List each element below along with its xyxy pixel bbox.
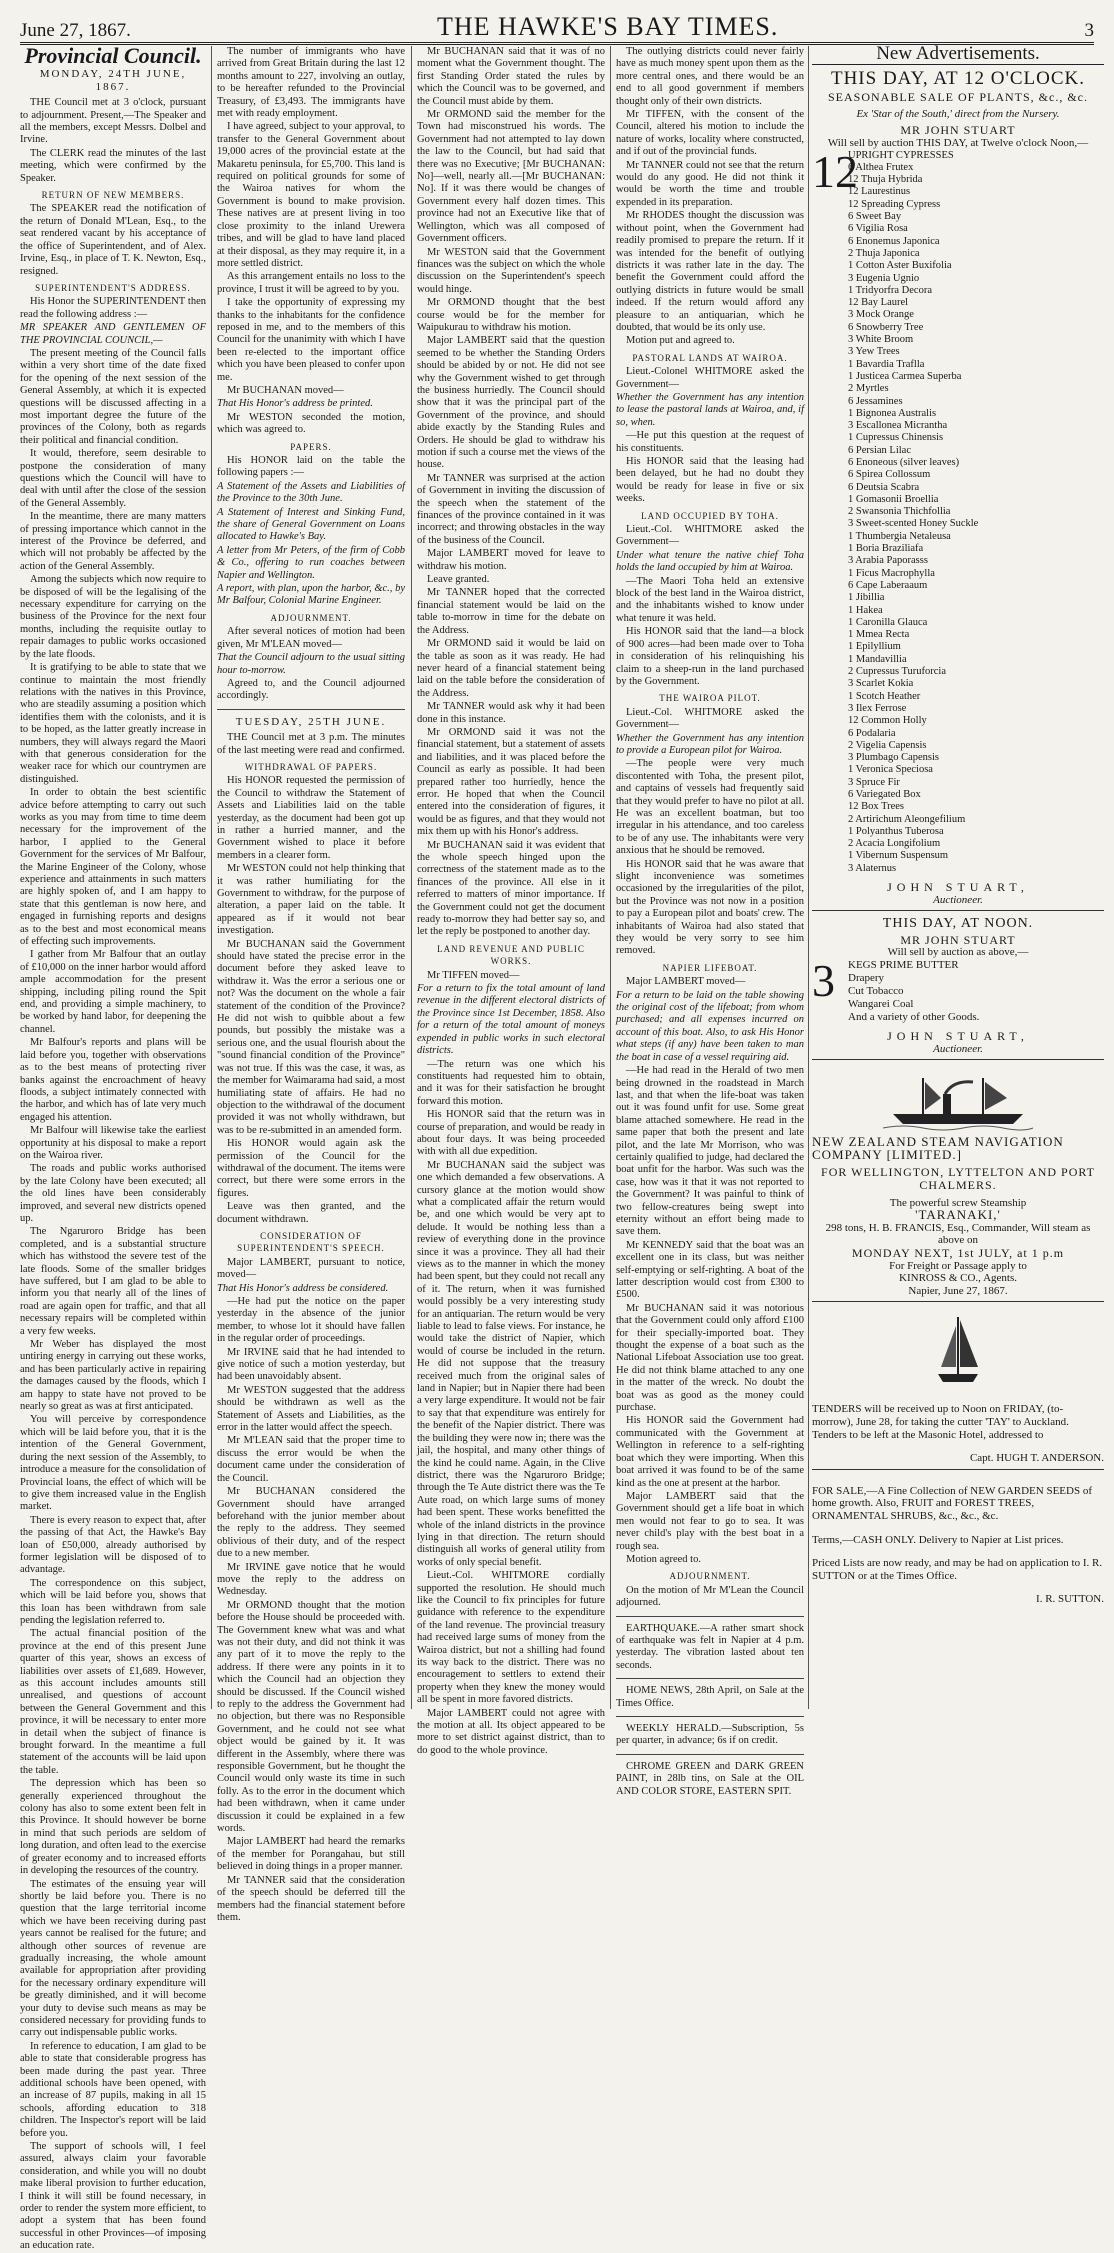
lot-number: 12: [812, 145, 858, 197]
goods-items: [848, 959, 1104, 1024]
paper-item: A Statement of Interest and Sinking Fund, the share of General Government on Loans allocated to Hawke's Bay.: [217, 506, 405, 543]
plant-item: 2 Artirichum Aleongefilium: [848, 813, 966, 825]
plant-item: 3 Scarlet Kokia: [848, 678, 914, 690]
papers-list: [217, 481, 405, 608]
paragraph: Mr BUCHANAN said the subject was one which demanded a few observations. A cursory glance at the motion would show what a complicated affair the return would be, and one which would be very apt to delude. It would be nothing less than a review of everything done in the province since it was a province. They all had their views as to the manner in which the money had been spent, but they could not recall any of it. The return, when it was furnished would possibly be a very interesting study for an antiquarian. The return would be very liable to lead to false views. For instance, he would take the district of Napier, which would of course be included in the return. He did not suppose that the treasury received much from the original sales of land in Napier; but in Napier there had been a very large expenditure. It would not be fair to say that that expenditure was entirely for the benefit of the Napier district. There was the building they were now in; there was the jail, the hospital, and many other things of the kind he could name. Again, in the Clive district, there was the Ngaruroro Bridge; through the Te Aute district there was the Te Aute road, on which large sums of money had been spent. These works benefitted the whole of the inland districts in the province lying in that direction. The return should distinguish all works of general utility from works of only special benefit.: [417, 1159, 605, 1568]
column-rule: [211, 46, 212, 1709]
plant-item: 1 Tridyorfra Decora: [848, 284, 932, 296]
paragraph: Leave was then granted, and the document withdrawn.: [217, 1201, 405, 1225]
plant-item: 3 Alaternus: [848, 862, 897, 874]
subheading: PAPERS.: [290, 441, 332, 452]
plant-item: 12 Bay Laurel: [848, 297, 909, 309]
paragraph: THE Council met at 3 p.m. The minutes of the last meeting were read and confirmed.: [217, 732, 405, 756]
paragraph: Lieut.-Col. WHITMORE asked the Government—: [616, 524, 804, 548]
plant-item: 6 Enoneous (silver leaves): [848, 456, 960, 468]
motion-text: For a return to fix the total amount of land revenue in the different electoral districts of the Province since 1st December, 1858. Also for a return of the total amount of moneys expended in public works in such electoral districts.: [417, 983, 605, 1057]
ad-intro: Will sell by auction as above,—: [887, 946, 1029, 959]
paragraph: The number of immigrants who have arrived from Great Britain during the last 12 months amount to 227, involving an outlay, to be hereafter refunded to the Provincial Treasury, of £3,493. The immigrants have met with ready employment.: [217, 46, 405, 120]
paragraph: Mr BUCHANAN considered the Government should have arranged beforehand with the junior member about the reply to the address. They seemed oblivious of their duty, and of the respect due to a new member.: [217, 1486, 405, 1560]
plant-item: 1 Caronilla Glauca: [848, 616, 928, 628]
goods-item: KEGS PRIME BUTTER: [848, 959, 959, 972]
paragraph: Mr BUCHANAN said it was notorious that the Government could only afford £100 for their specially-imported boat. They thought the expense of a boat such as the National Lifeboat Association use too great. He did not think blame attached to any one in the matter of the wreck. No doubt the boat was as good as the money could purchase.: [616, 1302, 804, 1414]
plant-item: 3 Sweet-scented Honey Suckle: [848, 518, 979, 530]
auctioneer-name: JOHN STUART,: [887, 880, 1029, 895]
plant-item: 1 Veronica Speciosa: [848, 764, 933, 776]
lot-number: 3: [812, 955, 835, 1007]
ad-desc: The powerful screw Steamship: [889, 1196, 1027, 1209]
address-body: [20, 348, 206, 2253]
paragraph: His HONOR requested the permission of the Council to withdraw the Statement of Assets and Liabilities laid on the table yesterday, as the document had been got up in rather a hurried manner, and the Government wished to place it before members in a clearer form.: [217, 775, 405, 861]
paragraph: —The people were very much discontented with Toha, the present pilot, and captains of vessels had frequently said that they would prefer to have no pilot at all. He was an excellent boatman, but too irregular in his attendance, and too careless to be of any use. The inhabitants were very anxious that he should be removed.: [616, 758, 804, 857]
plant-item: 1 Bignonea Australis: [848, 407, 937, 419]
paragraph: In order to obtain the best scientific advice before attempting to carry out such works as you may from time to time deem necessary for the improvement of the harbor, I applied to the General Government for the services of Mr Balfour, the Marine Engineer of the Colony, whose experience and attainments in such matters are highly spoken of, and I am happy to state that this gentleman is now here, and engaged in furnishing reports and designs as to the best and most economical means of effecting such improvements.: [20, 787, 206, 948]
ad-when: THIS DAY, AT 12 O'CLOCK.: [830, 67, 1086, 89]
paragraph: Mr ORMOND said it would be laid on the table as soon as it was ready. He had never heard of a financial statement being laid on the table before the consideration of the Address.: [417, 638, 605, 699]
paragraph: His HONOR said that he was aware that slight inconvenience was sometimes occasioned by the irregularities of the pilot, but the Province was not now in a position to pay a European pilot and boats' crew. The inhabitants of Wairoa had also stated that they would be very sorry to see him removed.: [616, 858, 804, 957]
paragraph: After several notices of motion had been given, Mr M'LEAN moved—: [217, 626, 405, 650]
paragraph: The outlying districts could never fairly have as much money spent upon them as the more central ones, and there would be an end to all good government if members thought only of their own districts.: [616, 46, 804, 107]
column-2: [217, 46, 405, 1923]
plant-item: 1 Polyanthus Tuberosa: [848, 825, 944, 837]
paragraph: The present meeting of the Council falls within a very short time of the date fixed for the opening of the next session of the General Assembly, at which it is expected questions will be discussed affecting in a most important degree the future of the provinces of the Colony, both as regards their political and financial condition.: [20, 347, 206, 446]
ad-title: SEASONABLE SALE OF PLANTS, &c., &c.: [827, 90, 1088, 105]
plant-item: 1 Boria Braziliafa: [848, 543, 924, 555]
motion-text: Under what tenure the native chief Toha holds the land occupied by him at Wairoa.: [616, 549, 804, 574]
plant-item: 1 Bavardia Traflla: [848, 358, 925, 370]
divider: [616, 1754, 804, 1755]
subheading: THE WAIROA PILOT.: [659, 693, 761, 704]
plant-item: 3 White Broom: [848, 334, 914, 346]
column-rule: [808, 46, 809, 1709]
debate-body: [417, 46, 605, 939]
subheading: WITHDRAWAL OF PAPERS.: [244, 761, 378, 772]
address-continued: [217, 46, 405, 384]
plant-item: 1 Mmea Recta: [848, 629, 910, 641]
paragraph: THE Council met at 3 o'clock, pursuant to adjournment. Present,—The Speaker and all the members, except Messrs. Dolbel and Irvine.: [20, 97, 206, 146]
paragraph: Mr BUCHANAN said that it was of no moment what the Government thought. The first Standing Order stated the rules by which the Council was to be governed, and the Council must abide by them.: [417, 46, 605, 107]
notice: CHROME GREEN and DARK GREEN PAINT, in 28lb tins, on Sale at the OIL AND COLOR STORE, EASTERN SPIT.: [616, 1760, 804, 1797]
ship-name: 'TARANAKI,': [915, 1207, 1001, 1223]
plant-item: 1 Thumbergia Netaleusa: [848, 530, 951, 542]
debate-body: [217, 1296, 405, 1924]
paragraph: Lieut.-Col. WHITMORE cordially supported the resolution. He should much like the Council to fix principles for future guidance with reference to the expenditure of the land revenue. The provincial treasury had received large sums of money from the Wairoa district, but not a shilling had found its way back to the district. There was no encouragement to settlers to extend their property when they knew the money would all be spent in more favored districts.: [417, 1570, 605, 1706]
paper-item: A letter from Mr Peters, of the firm of Cobb & Co., offering to run coaches between Napier and Wellington.: [217, 544, 405, 581]
paragraph: Mr BUCHANAN moved—: [227, 384, 344, 396]
paragraph: Mr RHODES thought the discussion was without point, when the Government had readily promised to prepare the return. If it was intended for the benefit of outlying districts it was rather late in the day. The benefit the Government could afford the outlying districts in future would be small indeed. If the return would afford any pleasure to an antiquarian, which he doubted, that would be its only use.: [616, 210, 804, 333]
sail-date: MONDAY NEXT, 1st JULY, at 1 p.m: [851, 1245, 1065, 1260]
ship-detail: 298 tons, H. B. FRANCIS, Esq., Commander, Will steam as above on: [825, 1221, 1091, 1247]
column-rule: [610, 46, 611, 1709]
paragraph: Agreed to, and the Council adjourned accordingly.: [217, 677, 405, 702]
forsale-text: FOR SALE,—A Fine Collection of NEW GARDEN SEEDS of home growth. Also, FRUIT and FOREST TREES, ORNAMENTAL SHRUBS, &c., &c., &c.: [812, 1484, 1092, 1522]
paragraph: The depression which has been so generally experienced throughout the colony has also to some extent been felt in this Province. It should however be borne in mind that such periods are seldom of long duration, and often lead to the exercise of greater economy and to increased efforts in developing the resources of the country.: [20, 1778, 206, 1877]
plant-item: 3 Spruce Fir: [848, 776, 900, 788]
plant-item: 6 Sweet Bay: [848, 211, 902, 223]
goods-item: Drapery: [848, 972, 885, 985]
tender-to: Capt. HUGH T. ANDERSON.: [969, 1452, 1104, 1465]
plant-item: 1 Vibernum Suspensum: [848, 850, 949, 862]
paragraph: Mr KENNEDY said that the boat was an excellent one in its class, but was neither self-emptying or self-righting. A boat of the latter description would cost from £300 to £500.: [616, 1239, 804, 1301]
paragraph: Motion put and agreed to.: [626, 335, 735, 347]
plant-item: 6 Deutsia Scabra: [848, 481, 920, 493]
paragraph: The CLERK read the minutes of the last meeting, which were confirmed by the Speaker.: [20, 147, 206, 184]
paragraph: On the motion of Mr M'Lean the Council adjourned.: [616, 1584, 804, 1609]
paragraph: Mr M'LEAN said that the proper time to discuss the error would be when the document came under the consideration of the Council.: [217, 1435, 405, 1484]
plant-item: 1 Gomasonii Broellia: [848, 493, 939, 505]
plant-item: 1 Cotton Aster Buxifolia: [848, 260, 952, 272]
auctioneer-role: Auctioneer.: [933, 893, 983, 906]
divider: [217, 709, 405, 710]
paragraph: His HONOR said that the land—a block of 900 acres—had been made over to Toha in consideration of his relinquishing his claim to a sheep-run in the land purchased by the Government.: [616, 626, 804, 687]
paragraph: Mr TANNER said that the consideration of the speech should be deferred till the members had the financial statement before them.: [217, 1874, 405, 1923]
debate-body: [217, 775, 405, 1226]
salutation: MR SPEAKER AND GENTLEMEN OF THE PROVINCIAL COUNCIL,—: [20, 322, 206, 346]
plant-item: 12 Common Holly: [848, 715, 927, 727]
company-name: NEW ZEALAND STEAM NAVIGATION COMPANY [LIMITED.]: [812, 1134, 1064, 1162]
paragraph: It would, therefore, seem desirable to postpone the consideration of many questions which the Council will have to deal with until after the close of the session of the General Assembly.: [20, 448, 206, 509]
paragraph: Major LAMBERT could not agree with the motion at all. Its object appeared to be more to set district against district, than to do good to the whole province.: [417, 1707, 605, 1756]
paragraph: —He had read in the Herald of two men being drowned in the roadstead in March last, and that when the life-boat was taken out it was found unfit for use. Some great blame attached somewhere. He read in the same paper that both the present and late pilot, and the late Mr Morrison, who was certainly qualified to judge, had declared the boat unfit for the harbor. Was such was the case, how was it that it was not reported to the Government? It was painful to think of two fellow-creatures being swept into eternity without an effort being made to save them.: [616, 1065, 804, 1238]
paragraph: Mr BUCHANAN said it was evident that the whole speech hinged upon the correctness of the statement made as to the finances of the province. All else in it referred to matters of minor importance. If the Government could not get the document ready to-morrow they had better say so, and let the reply be postponed to another day.: [417, 839, 605, 938]
paragraph: Major LAMBERT said that the Government should get a life boat in which men would not fear to go to sea. It was never child's play with the best boat in a rough sea.: [616, 1490, 804, 1552]
paragraph: Mr WESTON seconded the motion, which was agreed to.: [217, 411, 405, 436]
auctioneer-head: MR JOHN STUART: [900, 932, 1016, 947]
plant-item: 3 Yew Trees: [848, 346, 900, 358]
plant-item: 6 Althea Frutex: [848, 161, 914, 173]
agent: KINROSS & CO., Agents.: [899, 1272, 1017, 1285]
goods-item: Wangarei Coal: [848, 998, 914, 1011]
plant-item: 6 Jessamines: [848, 395, 903, 407]
paragraph: Major LAMBERT had heard the remarks of the member for Porangahau, but still believed in doing things in a proper manner.: [217, 1836, 405, 1873]
priced-lists: Priced Lists are now ready, and may be had on application to I. R. SUTTON or at the Times Office.: [812, 1557, 1103, 1582]
subheading: NAPIER LIFEBOAT.: [662, 962, 758, 973]
plant-item: 1 Scotch Heather: [848, 690, 921, 702]
paragraph: As this arrangement entails no loss to the province, I trust it will be agreed to by you.: [217, 271, 405, 295]
steamship-ad: [812, 1060, 1104, 1302]
plant-item: 3 Ilex Ferrose: [848, 702, 907, 714]
paragraph: Among the subjects which now require to be disposed of will be the legalising of the necessary expenditure for carrying on the business of the Province for the next four months, including the requisite outlay to repair damages to public works occasioned by the late floods.: [20, 574, 206, 660]
paragraph: Mr ORMOND said the member for the Town had misconstrued his words. The Government had not attempted to lay down the law to the Council, but had said that there was no Executive; [Mr BUCHANAN: No]—well, nearly all.—[Mr BUCHANAN: No]. If it was there would be changes of Government every half dozen times. This province had not an Executive like that of Wellington, which was all composed of Government officers.: [417, 109, 605, 245]
goods-list: [812, 955, 1104, 1024]
plant-item: 2 Myrtles: [848, 383, 889, 395]
paragraph: Motion agreed to.: [626, 1553, 701, 1565]
paper-item: A Statement of the Assets and Liabilities of the Province to the 30th June.: [217, 480, 405, 505]
plant-item: 2 Acacia Longifolium: [848, 838, 941, 850]
debate-body: [616, 46, 804, 348]
paragraph: Mr TIFFEN, with the consent of the Council, altered his motion to include the nature of works, locality where constructed, and if out of the provincial funds.: [616, 109, 804, 158]
paragraph: Mr WESTON suggested that the address should be withdrawn as well as the Statement of Assets and Liabilities, as the error in the latter would affect the speech.: [217, 1384, 405, 1434]
paragraph: His HONOR said that the leasing had been delayed, but he had no doubt they would be ready for lease in five or six weeks.: [616, 456, 804, 505]
issue-date: June 27, 1867.: [20, 20, 131, 41]
paragraph: —The Maori Toha held an extensive block of the best land in the Wairoa district, and the inhabitants wished to know under what tenure it was held.: [616, 575, 804, 624]
divider: [616, 1678, 804, 1679]
plant-item: 6 Cape Laberaaum: [848, 579, 928, 591]
goods-item: And a variety of other Goods.: [848, 1011, 980, 1024]
paragraph: His HONOR said the Government had communicated with the Government at Wellington in reference to a self-righting boat which they were importing. When this boat arrived it was found to be of the same kind as the one at present at the harbor.: [616, 1415, 804, 1489]
apply: For Freight or Passage apply to: [889, 1259, 1027, 1272]
tender-ad: [812, 1302, 1104, 1469]
paragraph: You will perceive by correspondence which will be laid before you, that it is the intention of the General Government, during the next session of the Assembly, to introduce a measure for the consolidation of Provincial loans, the effect of which will be to give them increased value in the English market.: [20, 1414, 206, 1513]
plant-item: 6 Persian Lilac: [848, 444, 911, 456]
paragraph: Mr TANNER was surprised at the action of Government in inviting the discussion of the speech when the statement of the finances of the province contained in it was incorrect; and throwing obstacles in the way of the business of the Council.: [417, 472, 605, 546]
notice: HOME NEWS, 28th April, on Sale at the Times Office.: [616, 1685, 804, 1709]
route: FOR WELLINGTON, LYTTELTON AND PORT CHALMERS.: [821, 1165, 1095, 1193]
paragraph: Mr ORMOND thought that the best course would be for the member for Waipukurau to withdraw his motion.: [417, 297, 605, 333]
steamship-icon: [883, 1070, 1033, 1130]
paragraph: —The return was one which his constituents had requested him to obtain, and it was for their satisfaction he brought forward this motion.: [417, 1058, 605, 1107]
plant-item: 1 Epilyllium: [848, 641, 901, 653]
paragraph: Mr Balfour's reports and plans will be laid before you, together with observations as to the best means of protecting river banks against the encroachment of heavy floods, a subject intimately connected with the harbor, and which has of late very much engaged his attention.: [20, 1037, 206, 1123]
paragraph: His HONOR laid on the table the following papers :—: [217, 455, 405, 479]
dated: Napier, June 27, 1867.: [908, 1284, 1008, 1297]
subheading: LAND OCCUPIED BY TOHA.: [641, 510, 779, 521]
ad-intro: Will sell by auction THIS DAY, at Twelve o'clock Noon,—: [827, 136, 1089, 149]
paragraph: Mr TANNER would ask why it had been done in this instance.: [417, 701, 605, 725]
paragraph: Mr TANNER hoped that the corrected financial statement would be laid on the table to-morrow in time for the debate on the Address.: [417, 587, 605, 636]
divider: [616, 1716, 804, 1717]
paragraph: The support of schools will, I feel assured, always claim your favorable consideration, and while you will no doubt make liberal provision to further education, I think it will still be found necessary, in order to render the system more efficient, to adopt a system that has been found successful in other Provinces—of imposing an education rate.: [20, 2141, 206, 2252]
subheading: CONSIDERATION OF SUPERINTENDENT'S SPEECH.: [237, 1230, 385, 1254]
motion-text: That His Honor's address be considered.: [217, 1282, 389, 1294]
plant-item: 1 Justicea Carmea Superba: [848, 370, 962, 382]
paragraph: Mr IRVINE said that he had intended to give notice of such a motion yesterday, but had been unavoidably absent.: [217, 1346, 405, 1383]
plant-item: 6 Spirea Collossum: [848, 469, 931, 481]
paragraph: I have agreed, subject to your approval, to transfer to the General Government about 19,000 acres of the provincial estate at the Makaretu peninsula, for £5,700. This land is required on political grounds for some of the Wairoa natives for whom the Government is bound to make provision. These natives are at present living in too close proximity to the inland Urewera tribes, and will be glad to have land placed at their disposal, as they may require it, in a more settled district.: [217, 121, 405, 269]
paragraph: Major LAMBERT moved—: [626, 976, 746, 988]
paragraph: Mr Weber has displayed the most untiring energy in carrying out these works, and has been particularly active in repairing the damages caused by the floods, which I am happy to state have not proved to be nearly so great as was at first anticipated.: [20, 1339, 206, 1413]
notice: WEEKLY HERALD.—Subscription, 5s per quarter, in advance; 6s if on credit.: [616, 1723, 804, 1747]
auctioneer-name: JOHN STUART,: [887, 1029, 1029, 1044]
dateline: MONDAY, 24TH JUNE, 1867.: [39, 68, 187, 93]
paragraph: Mr ORMOND said it was not the financial statement, but a statement of assets and liabilities, and it was placed before the Council as early as possible. It had been prepared rather too hurriedly, hence the error. He hoped that when the Council entered into the consideration of figures, it would be as figures, and that they would not mix them up with his Honor's address.: [417, 726, 605, 838]
plant-items: [848, 150, 1104, 876]
paragraph: Mr TIFFEN moved—: [427, 969, 520, 981]
paragraph: In reference to education, I am glad to be able to state that considerable progress has been made during the past year. Three additional schools have been opened, with an increase of 87 pupils, making in all 15 schools, affording education to 318 children. The Inspector's report will be laid before you.: [20, 2040, 206, 2139]
paragraph: Major LAMBERT moved for leave to withdraw his motion.: [417, 548, 605, 572]
seller-sign: I. R. SUTTON.: [1036, 1593, 1104, 1606]
subheading: LAND REVENUE AND PUBLIC WORKS.: [437, 943, 585, 967]
column-1: [20, 43, 206, 2252]
plant-sale-ad: [812, 65, 1104, 912]
paragraph: His HONOR would again ask the permission of the Council for the withdrawal of the document. The items were correct, but there were some errors in the figures.: [217, 1138, 405, 1199]
page-number: 3: [1084, 20, 1094, 41]
paragraph: —He had put the notice on the paper yesterday in the absence of the junior member, to whose lot it should have fallen in the regular order of proceedings.: [217, 1296, 405, 1345]
paragraph: The SPEAKER read the notification of the return of Donald M'Lean, Esq., to the seat rendered vacant by his acceptance of the office of Superintendent, and of Alex. Irvine, Esq., in place of T. K. Newton, Esq., resigned.: [20, 203, 206, 277]
paragraph: It is gratifying to be able to state that we continue to maintain the most friendly relations with the natives in this Province, who are steadily assuming a position which identifies them with the colonists, and it is to be hoped, as the latter greatly increase in numbers, they will always regard the Maori with that generous consideration for the weaker race for which our countrymen are distinguished.: [20, 662, 206, 785]
plant-item: 6 Enonemus Japonica: [848, 235, 940, 247]
sailboat-icon: [933, 1312, 983, 1392]
plant-item: 6 Vigilia Rosa: [848, 223, 908, 235]
paragraph: The estimates of the ensuing year will shortly be laid before you. There is no question that the large territorial income which we have been receiving during past years cannot be realised for the future; and although other sources of revenue are gradually increasing, the whole amount available for appropriation after providing for the necessary ordinary expenditure will be greatly diminished, and it will become your duty to devise such means as may be considered necessary for providing funds to carry out indispensable public works.: [20, 1878, 206, 2039]
subheading: ADJOURNMENT.: [270, 612, 352, 623]
paper-item: A report, with plan, upon the harbor, &c., by Mr Balfour, Colonial Marine Engineer.: [217, 583, 405, 607]
plant-item: 2 Cupressus Turuforcia: [848, 666, 947, 678]
plant-item: 12 Laurestinus: [848, 186, 911, 198]
plant-item: 1 Cupressus Chinensis: [848, 432, 944, 444]
paragraph: In the meantime, there are many matters of pressing importance which cannot in the interest of the Province be deferred, and which will not probably be affected by the action of the General Assembly.: [20, 511, 206, 572]
paragraph: Leave granted.: [427, 574, 490, 586]
plant-item: 2 Thuja Japonica: [848, 247, 920, 259]
motion-text: That His Honor's address be printed.: [217, 398, 373, 410]
paragraph: The Ngaruroro Bridge has been completed, and is a substantial structure which has withstood the severe test of the late floods. Some of the smaller bridges have suffered, but I am glad to be able to inform you that nearly all of the lines of road are again open for traffic, and that all necessary repairs will be completed within a very few weeks.: [20, 1226, 206, 1337]
plant-item: 3 Arabia Paporasss: [848, 555, 928, 567]
plant-item: 12 Spreading Cypress: [848, 198, 941, 210]
plant-item: 3 Escallonea Micrantha: [848, 420, 948, 432]
ads-header: New Advertisements.: [812, 46, 1104, 65]
paragraph: —He put this question at the request of his constituents.: [616, 430, 804, 454]
subheading: SUPERINTENDENT'S ADDRESS.: [35, 282, 191, 293]
notice: EARTHQUAKE.—A rather smart shock of earthquake was felt in Napier at 4 p.m. yesterday. The vibration lasted about ten seconds.: [616, 1622, 804, 1671]
plant-item: 6 Podalaria: [848, 727, 896, 739]
paragraph: I take the opportunity of expressing my thanks to the inhabitants for the confidence reposed in me, and to the members of this Council for the unanimity with which I have been re-elected to the important office which you have been pleased to confer upon me.: [217, 297, 405, 383]
debate-body: [417, 1059, 605, 1758]
auctioneer-role: Auctioneer.: [933, 1042, 983, 1055]
plant-list: [812, 145, 1104, 876]
seed-sale-ad: [812, 1470, 1104, 1610]
paragraph: Lieut.-Colonel WHITMORE asked the Government—: [616, 366, 804, 390]
column-rule: [411, 46, 412, 1709]
ad-ex: Ex 'Star of the South,' direct from the Nursery.: [856, 107, 1060, 120]
paragraph: His Honor the SUPERINTENDENT then read the following address :—: [20, 296, 206, 320]
paragraph: Mr WESTON could not help thinking that it was rather humiliating for the Government to withdraw, for the purpose of alteration, a paper laid on the table. It appeared as if it would not bear investigation.: [217, 863, 405, 937]
plant-item: 2 Swansonia Thichfollia: [848, 506, 951, 518]
plant-item: 3 Plumbago Capensis: [848, 752, 939, 764]
plant-item: 1 Hakea: [848, 604, 883, 616]
plant-item: 12 Thuja Hybrida: [848, 174, 923, 186]
subheading: ADJOURNMENT.: [669, 1571, 751, 1582]
motion-text: Whether the Government has any intention to lease the pastoral lands at Wairoa, and, if so, when.: [616, 391, 804, 428]
subheading: PASTORAL LANDS AT WAIROA.: [632, 352, 788, 363]
auctioneer-head: MR JOHN STUART: [900, 123, 1016, 138]
plant-item: 6 Snowberry Tree: [848, 321, 924, 333]
ad-when: THIS DAY, AT NOON.: [882, 916, 1034, 932]
section-heading: Provincial Council.: [24, 43, 202, 68]
paragraph: Mr IRVINE gave notice that he would move the reply to the address on Wednesday.: [217, 1561, 405, 1598]
paragraph: Mr WESTON said that the Government finances was the subject on which the whole discussion on the Superintendent's speech would hinge.: [417, 246, 605, 295]
dateline: TUESDAY, 25TH JUNE.: [235, 715, 387, 728]
plant-item: UPRIGHT CYPRESSES: [848, 149, 954, 161]
debate-body: [616, 758, 804, 958]
paragraph: Major LAMBERT, pursuant to notice, moved—: [217, 1256, 405, 1281]
column-4: [616, 46, 804, 1797]
column-3: [417, 46, 605, 1756]
plant-item: 1 Ficus Macrophylla: [848, 567, 935, 579]
motion-text: That the Council adjourn to the usual sitting hour to-morrow.: [217, 652, 405, 676]
masthead: [20, 8, 1094, 45]
paragraph: There is every reason to expect that, after the passing of that Act, the Hawke's Bay loan of £50,000, already authorised by former legislation will be disposed of to advantage.: [20, 1514, 206, 1576]
paragraph: Major LAMBERT said that the question seemed to be whether the Standing Orders should be abided by or not. He did not see why the Government wished to get through the business hurriedly. The Council should show that it was the principal part of the Government of the province, and should abide exactly by the Standing Rules and Orders. He should be glad to withdraw his motion if such a course met the views of the house.: [417, 335, 605, 471]
paragraph: The correspondence on this subject, which will be laid before you, shows that this loan has been withdrawn from sale pending the legislation referred to.: [20, 1577, 206, 1626]
subheading: RETURN OF NEW MEMBERS.: [41, 190, 185, 201]
paragraph: Mr Balfour will likewise take the earliest opportunity at his disposal to make a report on the Wairoa river.: [20, 1125, 206, 1161]
paragraph: The actual financial position of the province at the end of this present June quarter of this year, shows an excess of liabilities over assets of £1,689. However, as this account includes amounts still unrealised, and questions of account between the General Government and this province, it will be necessary to enter more in detail when the subject of finance is brought forward. In the meantime a full statement of the accounts will be laid upon the table.: [20, 1628, 206, 1776]
paragraph: Mr BUCHANAN said the Government should have stated the precise error in the document before they asked leave to withdraw it. Was the error a serious one or not? Was the document on the whole a fair statement of the condition of the Province? He did not wish to quibble about a few pounds, but possibly the mistake was a serious one, and the usual flourish about the "sound financial condition of the Province" was not true. If this was the case, it was, as the member for Waimarama had said, a most humiliating state of affairs. He had no objection to the withdrawal of the document provided it was not wholly withdrawn, but was to be re-submitted in an amended form.: [217, 938, 405, 1136]
plant-item: 2 Vigelia Capensis: [848, 739, 927, 751]
motion-text: Whether the Government has any intention to provide a European pilot for Wairoa.: [616, 732, 804, 756]
newspaper-title: THE HAWKE'S BAY TIMES.: [436, 12, 779, 41]
plant-item: 1 Jibillia: [848, 592, 885, 604]
plant-item: 6 Variegated Box: [848, 789, 921, 800]
paragraph: His HONOR said that the return was in course of preparation, and would be ready in about four days. It was being proceeded with with all due expedition.: [417, 1109, 605, 1158]
paragraph: Mr TANNER could not see that the return would do any good. He did not think it would be worth the time and trouble expended in its preparation.: [616, 159, 804, 208]
plant-item: 1 Mandavillia: [848, 653, 907, 665]
paragraph: Mr ORMOND thought that the motion before the House should be proceeded with. The Government knew what was and what was not their duty, and did not think it was any part of it to move the reply to the address. If there were any points in it to which the Council had an objection they should be discussed. If the Council wished to reply to the address the Government had no objection, but there was no Responsible Government, and he could not see what object would be gained by it. It was different in the Assembly, where there was responsible Government, but he thought the Council would only waste its time in such folly. As to the error in the document which had been withdrawn, when it came under discussion it could be explained in a few words.: [217, 1599, 405, 1835]
divider: [616, 1616, 804, 1617]
paragraph: Lieut.-Col. WHITMORE asked the Government—: [616, 706, 804, 731]
tender-text: TENDERS will be received up to Noon on FRIDAY, (to-morrow), June 28, for taking the cutter 'TAY' to Auckland. Tenders to be left at the Masonic Hotel, addressed to: [812, 1403, 1069, 1441]
motion-text: For a return to be laid on the table showing the original cost of the lifeboat; from whom purchased; and all expenses incurred on account of this boat. Also, to ask His Honor what steps (if any) have been taken to man the boat in case of a vessel requiring aid.: [616, 989, 804, 1063]
goods-item: Cut Tobacco: [848, 985, 904, 998]
plant-item: 12 Box Trees: [848, 801, 905, 813]
advertisements-column: [812, 43, 1104, 1709]
paragraph: I gather from Mr Balfour that an outlay of £10,000 on the inner harbor would afford ample accommodation for the present shipping, including piling round the Spit end, and providing a simple machinery, to be worked by hand labor, for deepening the channel.: [20, 949, 206, 1035]
plant-item: 3 Mock Orange: [848, 309, 914, 321]
plant-item: 3 Eugenia Ugnio: [848, 272, 920, 284]
paragraph: The roads and public works authorised by the late Colony have been executed; all the old lines have been considerably improved, and several new districts opened up.: [20, 1163, 206, 1224]
terms: Terms,—CASH ONLY. Delivery to Napier at List prices.: [812, 1533, 1064, 1546]
debate-body: [616, 1065, 804, 1566]
butter-sale-ad: [812, 911, 1104, 1060]
